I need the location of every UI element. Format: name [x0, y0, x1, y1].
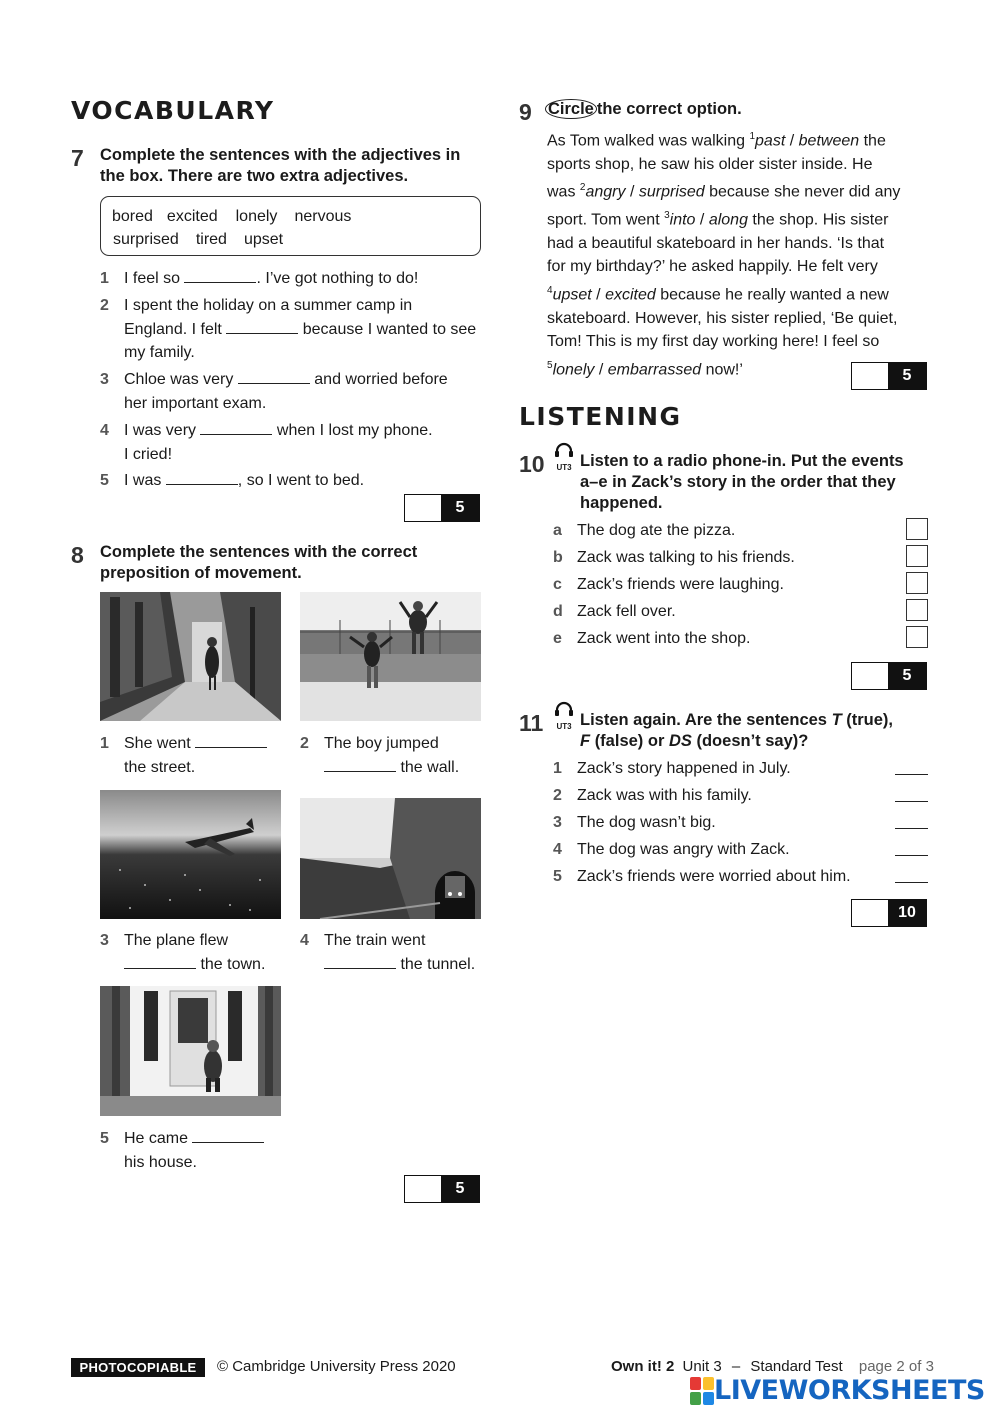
- question-7-title: Complete the sentences with the adjectives in the box. There are two extra adjectives.: [100, 146, 461, 185]
- order-box-c[interactable]: [906, 572, 928, 594]
- answer-blank[interactable]: [200, 420, 272, 435]
- option-lonely[interactable]: lonely: [552, 361, 595, 379]
- question-8-title: Complete the sentences with the correct preposition of movement.: [100, 543, 418, 582]
- q10-item-a: a The dog ate the pizza.: [553, 522, 736, 539]
- adjectives-word-box: [100, 196, 481, 256]
- option-surprised[interactable]: surprised: [638, 183, 705, 201]
- option-past[interactable]: past: [755, 132, 786, 150]
- option-embarrassed[interactable]: embarrassed: [607, 361, 702, 379]
- word-box-row-2: surprised tired upset: [113, 231, 284, 248]
- liveworksheets-logo[interactable]: [690, 1374, 994, 1408]
- question-11-title: Listen again. Are the sentences T (true), F (false) or DS (doesn’t say)?: [580, 711, 893, 750]
- q8-item-4: 4 The train went the tunnel.: [300, 932, 476, 973]
- option-excited[interactable]: excited: [605, 286, 656, 304]
- q11-item-1: 1 Zack’s story happened in July.: [553, 760, 791, 777]
- answer-line-1[interactable]: [895, 774, 928, 775]
- answer-blank[interactable]: [324, 954, 396, 969]
- option-angry[interactable]: angry: [585, 183, 626, 201]
- copyright-text: © Cambridge University Press 2020: [217, 1358, 456, 1375]
- footer-book-info: Own it! 2 Unit 3 – Standard Test page 2 of 3: [611, 1358, 934, 1375]
- answer-blank[interactable]: [192, 1128, 264, 1143]
- q11-item-3: 3 The dog wasn’t big.: [553, 814, 716, 831]
- q10-item-e: e Zack went into the shop.: [553, 630, 751, 647]
- question-9-number: 9: [519, 99, 532, 125]
- answer-line-3[interactable]: [895, 828, 928, 829]
- option-along[interactable]: along: [708, 211, 748, 229]
- order-box-e[interactable]: [906, 626, 928, 648]
- answer-blank[interactable]: [238, 369, 310, 384]
- q10-item-b: b Zack was talking to his friends.: [553, 549, 795, 566]
- order-box-d[interactable]: [906, 599, 928, 621]
- answer-line-2[interactable]: [895, 801, 928, 802]
- q10-score-box: 5: [851, 662, 927, 690]
- answer-line-5[interactable]: [895, 882, 928, 883]
- q7-item-3: 3 Chloe was very and worried before her important exam.: [100, 371, 448, 412]
- order-box-a[interactable]: [906, 518, 928, 540]
- order-box-b[interactable]: [906, 545, 928, 567]
- q8-item-5: 5 He came his house.: [100, 1127, 290, 1174]
- photocopiable-label: PHOTOCOPIABLE: [71, 1358, 205, 1377]
- listening-heading: LISTENING: [519, 402, 682, 431]
- plane-photo: [100, 790, 281, 919]
- option-into[interactable]: into: [669, 211, 696, 229]
- liveworksheets-brand: LIVEWORKSHEETS: [714, 1375, 985, 1406]
- q11-item-5: 5 Zack’s friends were worried about him.: [553, 868, 851, 885]
- question-9-title: Circle the correct option.: [545, 99, 742, 120]
- audio-track-badge[interactable]: UT3: [553, 442, 575, 472]
- q7-item-5: 5 I was , so I went to bed.: [100, 472, 365, 489]
- q10-item-d: d Zack fell over.: [553, 603, 676, 620]
- question-7-number: 7: [71, 145, 84, 171]
- question-11-number: 11: [519, 710, 544, 736]
- answer-line-4[interactable]: [895, 855, 928, 856]
- q9-score-box: 5: [851, 362, 927, 390]
- answer-blank[interactable]: [124, 954, 196, 969]
- circle-word: Circle: [545, 99, 597, 119]
- answer-blank[interactable]: [166, 470, 238, 485]
- headphones-icon: [554, 442, 574, 458]
- vocabulary-heading: VOCABULARY: [71, 96, 275, 125]
- liveworksheets-logo-icon: [690, 1377, 714, 1405]
- q11-item-2: 2 Zack was with his family.: [553, 787, 752, 804]
- question-10-number: 10: [519, 451, 545, 477]
- answer-blank[interactable]: [226, 319, 298, 334]
- door-photo: [100, 986, 281, 1116]
- tunnel-photo: [300, 798, 481, 919]
- q7-item-1: 1 I feel so . I’ve got nothing to do!: [100, 270, 419, 287]
- q8-item-3: 3 The plane flew the town.: [100, 932, 266, 973]
- street-photo: [100, 592, 281, 721]
- q11-score-box: 10: [851, 899, 927, 927]
- word-box-row-1: bored excited lonely nervous: [112, 208, 352, 225]
- option-upset[interactable]: upset: [552, 286, 592, 304]
- q7-item-4: 4 I was very when I lost my phone. I cried!: [100, 422, 433, 463]
- jumping-photo: [300, 592, 481, 721]
- audio-track-badge[interactable]: UT3: [553, 701, 575, 731]
- answer-blank[interactable]: [184, 268, 256, 283]
- q8-item-1: 1 She went the street.: [100, 732, 290, 779]
- answer-blank[interactable]: [195, 733, 267, 748]
- q8-item-2: 2 The boy jumped the wall.: [300, 735, 460, 776]
- q10-item-c: c Zack’s friends were laughing.: [553, 576, 784, 593]
- answer-blank[interactable]: [324, 757, 396, 772]
- q8-score-box: 5: [404, 1175, 480, 1203]
- question-8-number: 8: [71, 542, 84, 568]
- q11-item-4: 4 The dog was angry with Zack.: [553, 841, 790, 858]
- question-10-title: Listen to a radio phone-in. Put the events a–e in Zack’s story in the order that they happened.: [580, 452, 904, 512]
- option-between[interactable]: between: [798, 132, 860, 150]
- q9-passage: As Tom walked was walking $^1$past / between the sports shop, he saw his older sister inside. He was $^2$angry / surprised because she never did any sport. Tom went $^3$into / along the shop. His sister had a beautiful skateboard in her hands. ‘Is that for my birthday?’ he asked happily. He felt very $^4$upset / excited because he really wanted a new skateboard. However, his sister replied, ‘Be quiet, Tom! This is my first day working here! I feel so $^5$lonely / embarrassed now!’: [547, 131, 901, 379]
- q7-score-box: 5: [404, 494, 480, 522]
- headphones-icon: [554, 701, 574, 717]
- q7-item-2: 2 I spent the holiday on a summer camp in England. I felt because I wanted to see my family.: [100, 297, 477, 361]
